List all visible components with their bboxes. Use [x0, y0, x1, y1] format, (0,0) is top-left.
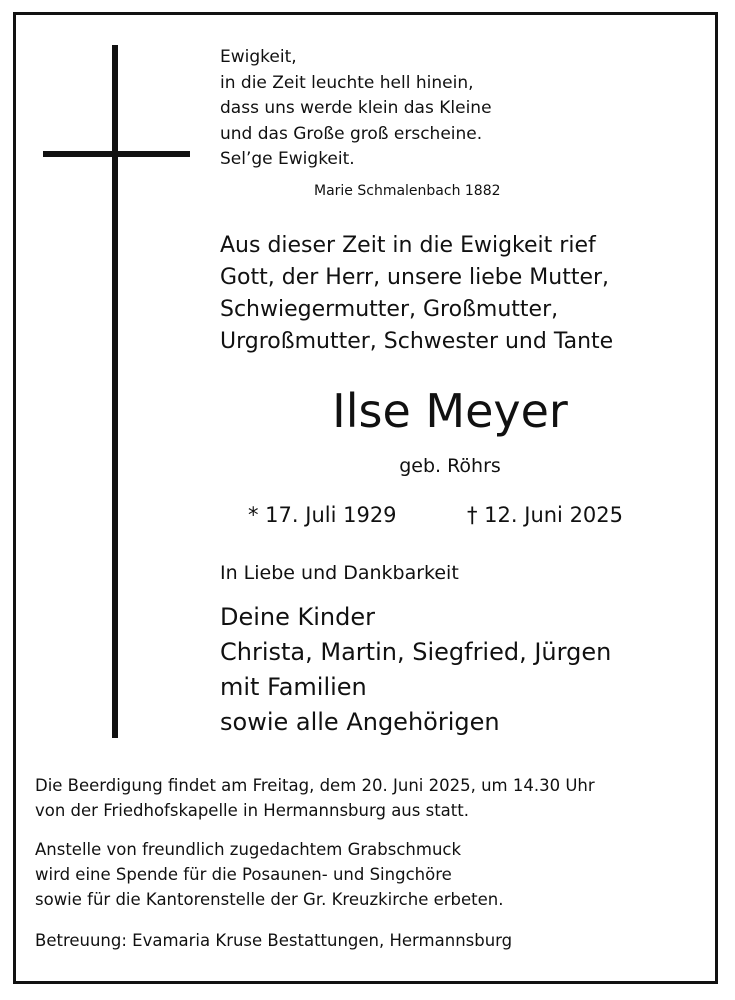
cross-icon [43, 45, 190, 738]
funeral-line: von der Friedhofskapelle in Hermannsburg aus statt. [35, 801, 469, 820]
mourners-line: mit Familien [220, 673, 367, 701]
poem-line: Ewigkeit, [220, 47, 297, 67]
poem-author: Marie Schmalenbach 1882 [314, 183, 501, 199]
poem-line: dass uns werde klein das Kleine [220, 98, 492, 118]
mourners-line: Christa, Martin, Siegfried, Jürgen [220, 638, 612, 666]
poem-line: Sel’ge Ewigkeit. [220, 149, 355, 169]
donation-request [35, 837, 503, 912]
announcement-line: Schwiegermutter, Großmutter, [220, 297, 559, 322]
mourners [220, 600, 611, 740]
gratitude-line: In Liebe und Dankbarkeit [220, 562, 459, 584]
birth-name: geb. Röhrs [399, 455, 501, 477]
poem-line: und das Große groß erscheine. [220, 123, 483, 144]
poem-line: in die Zeit leuchte hell hinein, [220, 72, 474, 93]
deceased-name: Ilse Meyer [332, 384, 568, 438]
announcement-line: Aus dieser Zeit in die Ewigkeit rief [220, 233, 596, 258]
cross-vertical-beam [112, 45, 118, 738]
funeral-line: Die Beerdigung findet am Freitag, dem 20. Juni 2025, um 14.30 Uhr [35, 776, 595, 795]
announcement-line: Urgroßmutter, Schwester und Tante [220, 329, 614, 354]
mourners-line: sowie alle Angehörigen [220, 708, 500, 736]
undertaker-credit: Betreuung: Evamaria Kruse Bestattungen, Hermannsburg [35, 931, 513, 950]
mourners-line: Deine Kinder [220, 603, 376, 631]
announcement-line: Gott, der Herr, unsere liebe Mutter, [220, 265, 610, 290]
death-date: † 12. Juni 2025 [467, 503, 624, 527]
birth-date: * 17. Juli 1929 [248, 503, 397, 527]
funeral-notice [35, 773, 595, 823]
death-announcement [220, 230, 613, 358]
poem [220, 45, 492, 173]
donation-line: wird eine Spende für die Posaunen- und Singchöre [35, 865, 452, 884]
donation-line: Anstelle von freundlich zugedachtem Grabschmuck [35, 840, 462, 859]
donation-line: sowie für die Kantorenstelle der Gr. Kreuzkirche erbeten. [35, 890, 504, 909]
cross-horizontal-beam [43, 151, 190, 157]
